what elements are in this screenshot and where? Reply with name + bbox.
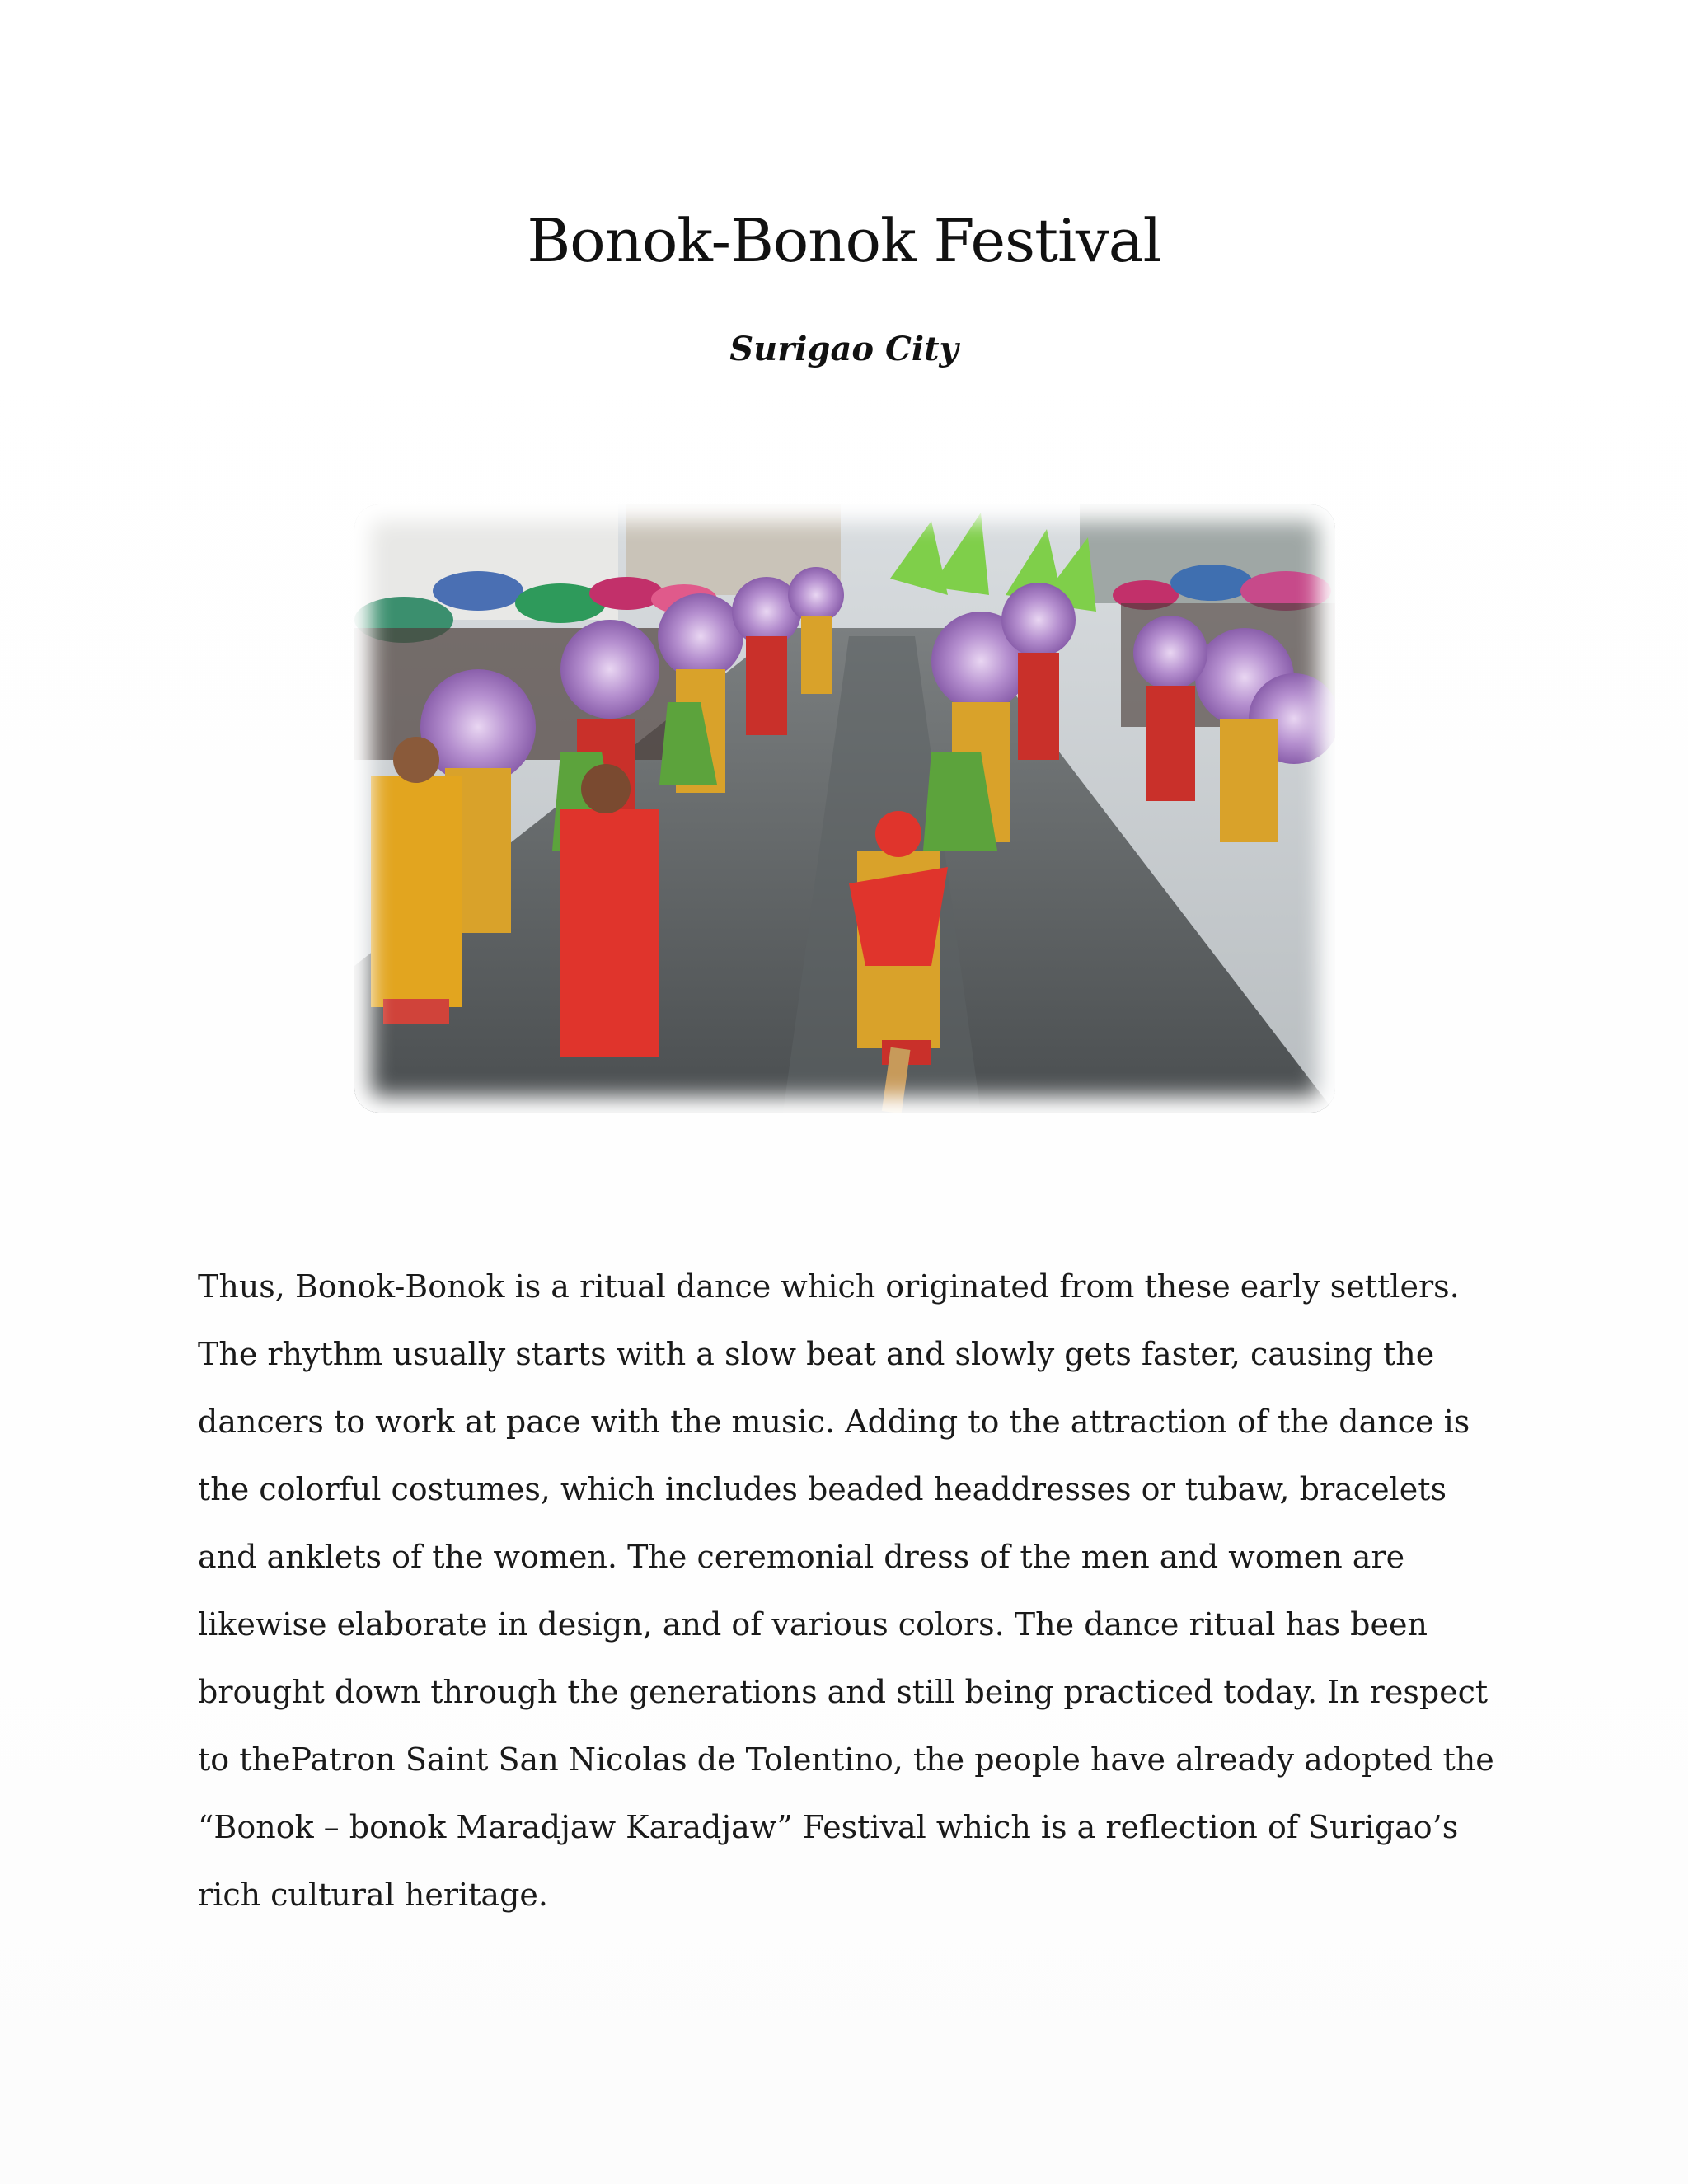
- festival-photo: [354, 504, 1335, 1113]
- body-line: The rhythm usually starts with a slow beat and slowly gets faster, causing the: [198, 1336, 1435, 1372]
- page-title: Bonok-Bonok Festival: [527, 206, 1161, 275]
- body-line: brought down through the generations and still being practiced today. In respect: [198, 1674, 1489, 1710]
- body-paragraph: [198, 1253, 1517, 1929]
- festival-scene-illustration: [354, 504, 1335, 1113]
- body-line: dancers to work at pace with the music. Adding to the attraction of the dance is: [198, 1404, 1470, 1440]
- body-line: and anklets of the women. The ceremonial dress of the men and women are: [198, 1539, 1405, 1575]
- page-subtitle: Surigao City: [729, 330, 959, 368]
- body-line: “Bonok – bonok Maradjaw Karadjaw” Festival which is a reflection of Surigao’s: [198, 1809, 1459, 1845]
- body-line: to thePatron Saint San Nicolas de Tolentino, the people have already adopted the: [198, 1741, 1494, 1778]
- body-line: likewise elaborate in design, and of various colors. The dance ritual has been: [198, 1606, 1428, 1643]
- umbrella-crowd-left: [354, 571, 717, 760]
- body-line: Thus, Bonok-Bonok is a ritual dance which originated from these early settlers.: [198, 1268, 1460, 1305]
- body-line: rich cultural heritage.: [198, 1877, 548, 1913]
- festival-photo-image: [354, 504, 1335, 1113]
- body-line: the colorful costumes, which includes beaded headdresses or tubaw, bracelets: [198, 1471, 1447, 1507]
